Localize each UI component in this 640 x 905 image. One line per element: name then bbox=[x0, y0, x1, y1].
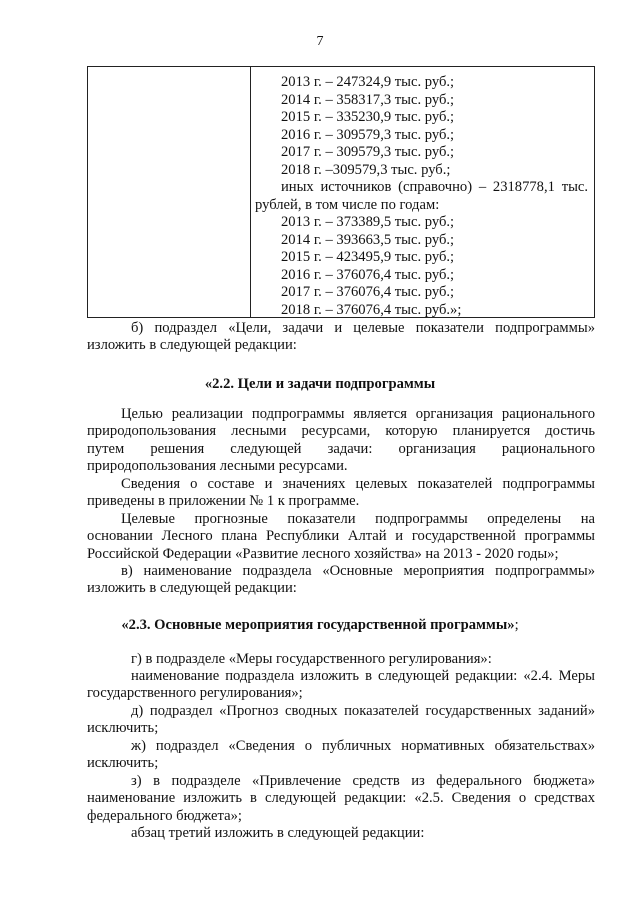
paragraph-z: з) в подразделе «Привлечение средств из федерального бюджета» наименование изложить в следующей редакции: «2.5. Сведения о средствах федерального бюджета»; bbox=[87, 773, 595, 824]
table-line: 2018 г. –309579,3 тыс. руб.; bbox=[281, 162, 451, 178]
table-line: иных источников (справочно) – 2318778,1 тыс. bbox=[281, 179, 588, 195]
section-heading-2-3: «2.3. Основные мероприятия государственной программы»; bbox=[121, 617, 519, 633]
table-other-sources bbox=[281, 179, 588, 196]
table-line: 2018 г. – 376076,4 тыс. руб.»; bbox=[281, 302, 462, 318]
paragraph-target: Целевые прогнозные показатели подпрограммы определены на основании Лесного плана Республики Алтай и государственной программы Российской Федерации «Развитие лесного хозяйства» на 2013 - 2020 годы»; bbox=[87, 511, 595, 562]
paragraph-abzac: абзац третий изложить в следующей редакции: bbox=[131, 825, 425, 841]
paragraph-g: г) в подразделе «Меры государственного регулирования»: bbox=[131, 651, 492, 667]
table-line: 2016 г. – 309579,3 тыс. руб.; bbox=[281, 127, 455, 143]
table-line: рублей, в том числе по годам: bbox=[255, 197, 440, 213]
table-line: 2015 г. – 423495,9 тыс. руб.; bbox=[281, 249, 455, 265]
paragraph-d: д) подраздел «Прогноз сводных показателей государственных заданий» исключить; bbox=[87, 703, 595, 737]
paragraph-info: Сведения о составе и значениях целевых показателей подпрограммы приведены в приложении № 1 к программе. bbox=[87, 476, 595, 510]
table-line: 2017 г. – 309579,3 тыс. руб.; bbox=[281, 144, 455, 160]
table-line: 2014 г. – 358317,3 тыс. руб.; bbox=[281, 92, 455, 108]
table-line: 2016 г. – 376076,4 тыс. руб.; bbox=[281, 267, 455, 283]
table-line: 2017 г. – 376076,4 тыс. руб.; bbox=[281, 284, 455, 300]
paragraph-goal: Целью реализации подпрограммы является организация рационального природопользования лесными ресурсами, которую планируется достичь путем решения следующей задачи: организация рационального природопользования лесными ресурсами. bbox=[87, 406, 595, 475]
table-line: 2015 г. – 335230,9 тыс. руб.; bbox=[281, 109, 455, 125]
page-number: 7 bbox=[316, 34, 324, 49]
table-column-divider bbox=[250, 67, 251, 317]
section-heading-2-2: «2.2. Цели и задачи подпрограммы bbox=[204, 376, 436, 392]
table-line: 2013 г. – 247324,9 тыс. руб.; bbox=[281, 74, 455, 90]
paragraph-v: в) наименование подраздела «Основные мероприятия подпрограммы» изложить в следующей редакции: bbox=[87, 563, 595, 597]
table-line: 2013 г. – 373389,5 тыс. руб.; bbox=[281, 214, 455, 230]
paragraph-zh: ж) подраздел «Сведения о публичных нормативных обязательствах» исключить; bbox=[87, 738, 595, 772]
table-line: 2014 г. – 393663,5 тыс. руб.; bbox=[281, 232, 455, 248]
paragraph-name: наименование подраздела изложить в следующей редакции: «2.4. Меры государственного регулирования»; bbox=[87, 668, 595, 702]
paragraph-b: б) подраздел «Цели, задачи и целевые показатели подпрограммы» изложить в следующей редакции: bbox=[87, 320, 595, 354]
